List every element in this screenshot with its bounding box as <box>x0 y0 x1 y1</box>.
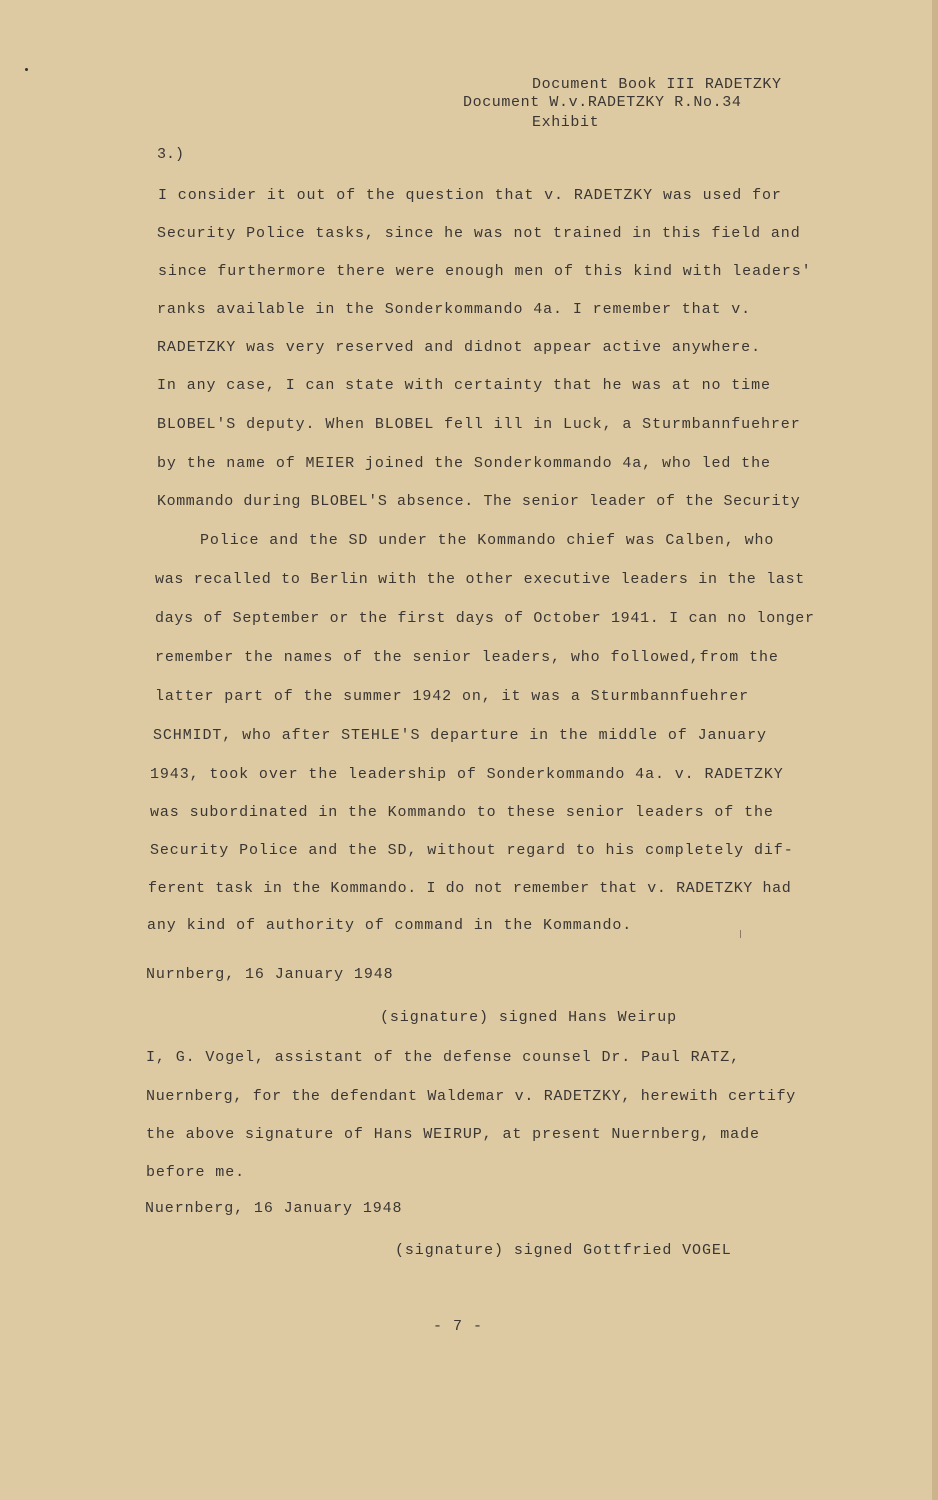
margin-dot <box>25 68 28 71</box>
signature-line: (signature) signed Gottfried VOGEL <box>395 1242 732 1259</box>
statement-line: In any case, I can state with certainty that he was at no time <box>157 377 771 394</box>
certification-line: before me. <box>146 1164 246 1181</box>
paragraph-number: 3.) <box>157 146 185 163</box>
statement-line: Police and the SD under the Kommando chief was Calben, who <box>200 532 775 549</box>
statement-line: remember the names of the senior leaders, who followed,from the <box>155 649 779 666</box>
statement-line: ferent task in the Kommando. I do not remember that v. RADETZKY had <box>148 880 792 897</box>
statement-line: Security Police tasks, since he was not trained in this field and <box>157 225 801 242</box>
document-number-label: Document W.v.RADETZKY R.No.34 <box>463 94 742 111</box>
document-book-label: Document Book III RADETZKY <box>532 76 782 93</box>
stray-mark <box>740 930 741 938</box>
place-date: Nuernberg, 16 January 1948 <box>145 1200 403 1217</box>
statement-line: since furthermore there were enough men of this kind with leaders' <box>158 263 812 280</box>
statement-line: was recalled to Berlin with the other executive leaders in the last <box>155 571 805 588</box>
statement-line: 1943, took over the leadership of Sonderkommando 4a. v. RADETZKY <box>150 766 784 783</box>
statement-line: BLOBEL'S deputy. When BLOBEL fell ill in Luck, a Sturmbannfuehrer <box>157 416 801 433</box>
certification-line: Nuernberg, for the defendant Waldemar v. RADETZKY, herewith certify <box>146 1088 796 1105</box>
statement-line: SCHMIDT, who after STEHLE'S departure in the middle of January <box>153 727 767 744</box>
page-number: - 7 - <box>433 1318 484 1335</box>
statement-line: Kommando during BLOBEL'S absence. The senior leader of the Security <box>157 493 801 510</box>
statement-line: was subordinated in the Kommando to these senior leaders of the <box>150 804 774 821</box>
statement-line: any kind of authority of command in the Kommando. <box>147 917 633 934</box>
signature-line: (signature) signed Hans Weirup <box>380 1009 678 1026</box>
place-date: Nurnberg, 16 January 1948 <box>146 966 394 983</box>
certification-line: I, G. Vogel, assistant of the defense counsel Dr. Paul RATZ, <box>146 1049 741 1066</box>
statement-line: days of September or the first days of October 1941. I can no longer <box>155 610 815 627</box>
statement-line: latter part of the summer 1942 on, it was a Sturmbannfuehrer <box>155 688 750 705</box>
statement-line: RADETZKY was very reserved and didnot appear active anywhere. <box>157 339 761 356</box>
statement-line: I consider it out of the question that v. RADETZKY was used for <box>158 187 782 204</box>
statement-line: ranks available in the Sonderkommando 4a. I remember that v. <box>157 301 752 318</box>
certification-line: the above signature of Hans WEIRUP, at present Nuernberg, made <box>146 1126 760 1143</box>
statement-line: Security Police and the SD, without regard to his completely dif- <box>150 842 794 859</box>
exhibit-label: Exhibit <box>532 114 600 131</box>
statement-line: by the name of MEIER joined the Sonderkommando 4a, who led the <box>157 455 771 472</box>
